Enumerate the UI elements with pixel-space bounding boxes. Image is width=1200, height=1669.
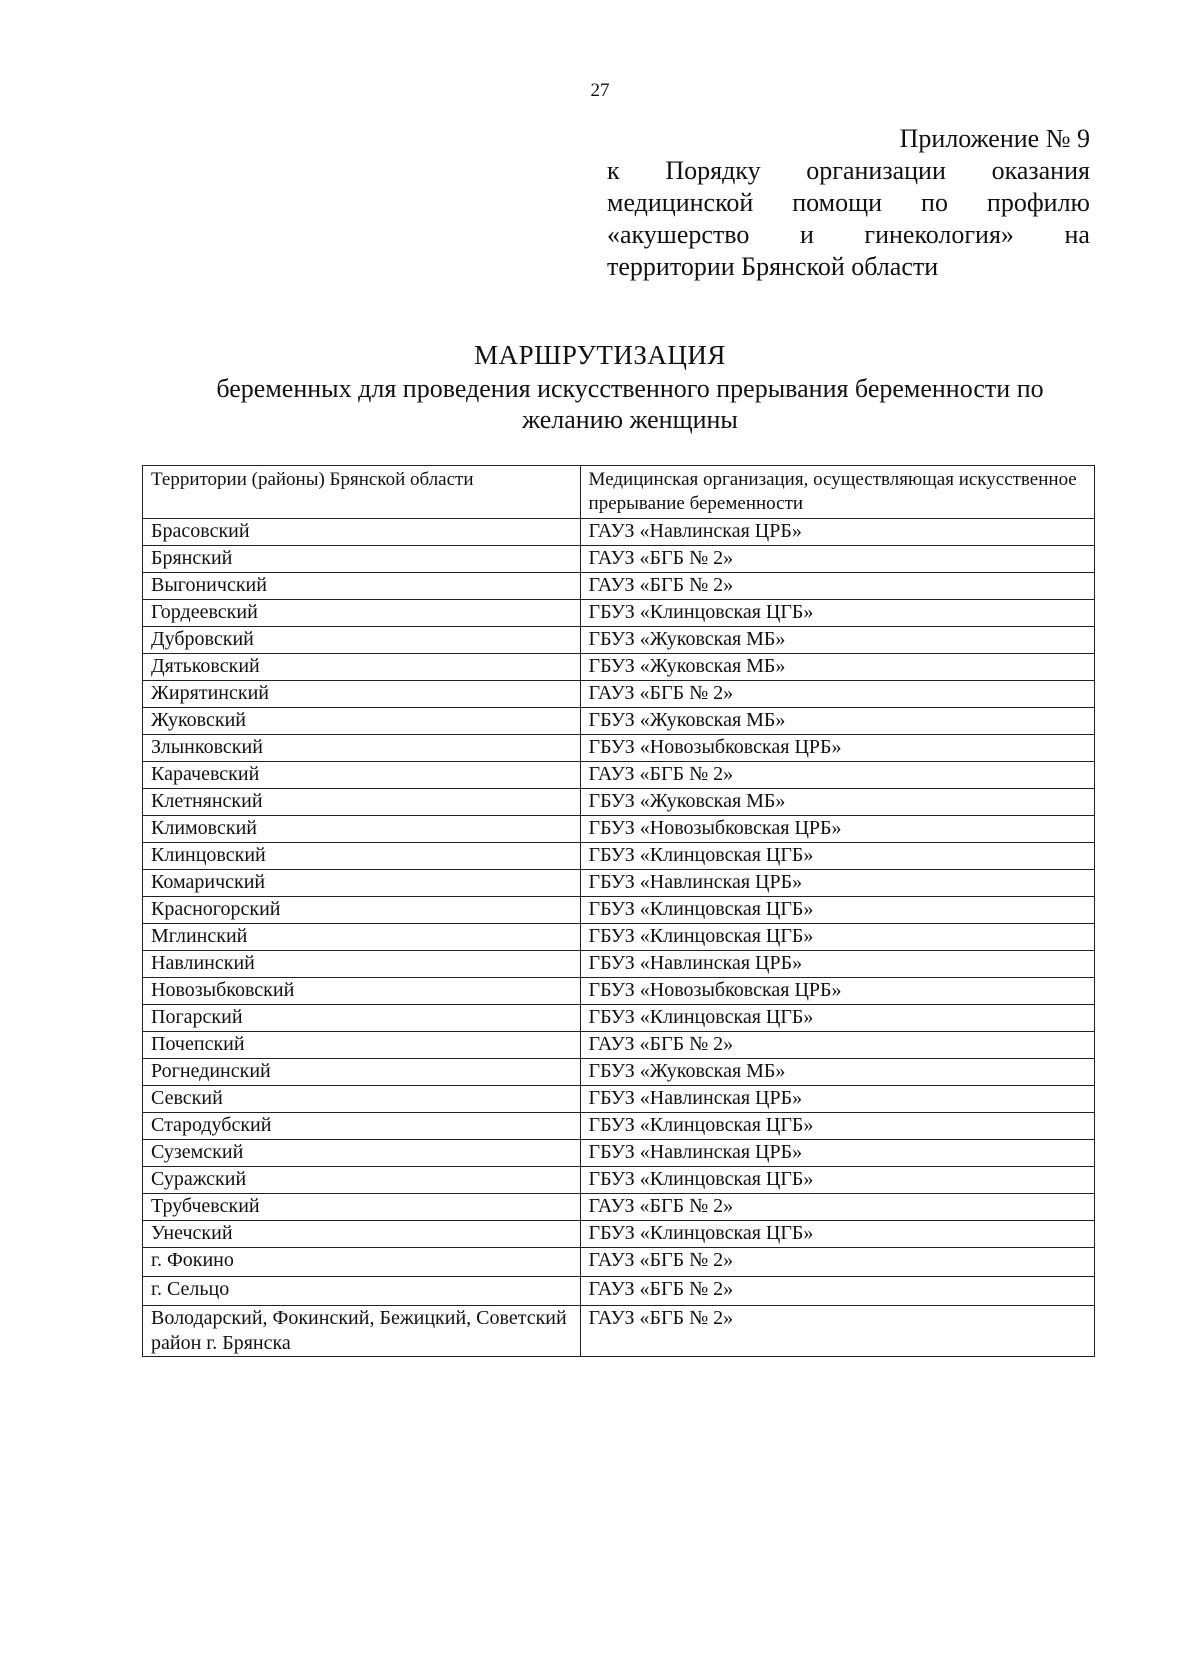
cell-territory: Клинцовский <box>143 843 581 870</box>
cell-territory: г. Фокино <box>143 1248 581 1277</box>
appendix-word: Порядку <box>665 156 761 185</box>
cell-territory: Злынковский <box>143 735 581 762</box>
cell-organization: ГБУЗ «Навлинская ЦРБ» <box>580 1086 1094 1113</box>
cell-territory: г. Сельцо <box>143 1277 581 1306</box>
table-row <box>143 1306 1095 1357</box>
appendix-line-2 <box>607 187 1090 219</box>
cell-organization: ГАУЗ «БГБ № 2» <box>580 1248 1094 1277</box>
cell-organization: ГАУЗ «БГБ № 2» <box>580 762 1094 789</box>
cell-organization: ГБУЗ «Клинцовская ЦГБ» <box>580 924 1094 951</box>
cell-territory: Трубчевский <box>143 1194 581 1221</box>
cell-territory: Карачевский <box>143 762 581 789</box>
appendix-block <box>607 123 1090 283</box>
table-row <box>143 627 1095 654</box>
table-row <box>143 1221 1095 1248</box>
table-row <box>143 1113 1095 1140</box>
cell-organization: ГАУЗ «Навлинская ЦРБ» <box>580 519 1094 546</box>
appendix-word: профилю <box>986 188 1090 217</box>
table-row <box>143 924 1095 951</box>
cell-organization: ГАУЗ «БГБ № 2» <box>580 1194 1094 1221</box>
cell-organization: ГБУЗ «Новозыбковская ЦРБ» <box>580 978 1094 1005</box>
appendix-word: медицинской <box>607 188 754 217</box>
table-row <box>143 762 1095 789</box>
cell-organization: ГБУЗ «Клинцовская ЦГБ» <box>580 897 1094 924</box>
cell-organization: ГАУЗ «БГБ № 2» <box>580 1277 1094 1306</box>
cell-organization: ГБУЗ «Жуковская МБ» <box>580 789 1094 816</box>
appendix-word: «акушерство <box>607 220 750 249</box>
cell-territory: Клетнянский <box>143 789 581 816</box>
cell-territory: Почепский <box>143 1032 581 1059</box>
cell-territory: Жирятинский <box>143 681 581 708</box>
cell-territory: Суражский <box>143 1167 581 1194</box>
table-row <box>143 1059 1095 1086</box>
table-row <box>143 1005 1095 1032</box>
cell-organization: ГБУЗ «Клинцовская ЦГБ» <box>580 843 1094 870</box>
table-row <box>143 951 1095 978</box>
table-row <box>143 519 1095 546</box>
table-row <box>143 1194 1095 1221</box>
appendix-word: оказания <box>991 156 1090 185</box>
cell-territory: Мглинский <box>143 924 581 951</box>
cell-territory: Жуковский <box>143 708 581 735</box>
cell-territory: Севский <box>143 1086 581 1113</box>
table-row <box>143 1167 1095 1194</box>
appendix-line-4: территории Брянской области <box>607 252 939 281</box>
table-row <box>143 789 1095 816</box>
cell-territory: Рогнединский <box>143 1059 581 1086</box>
cell-organization: ГБУЗ «Клинцовская ЦГБ» <box>580 1221 1094 1248</box>
cell-territory: Красногорский <box>143 897 581 924</box>
cell-organization: ГБУЗ «Новозыбковская ЦРБ» <box>580 735 1094 762</box>
table-row <box>143 843 1095 870</box>
table-row <box>143 654 1095 681</box>
cell-territory: Дятьковский <box>143 654 581 681</box>
cell-organization: ГБУЗ «Навлинская ЦРБ» <box>580 870 1094 897</box>
table-row <box>143 708 1095 735</box>
table-row <box>143 816 1095 843</box>
table-header-row <box>143 466 1095 519</box>
cell-organization: ГБУЗ «Новозыбковская ЦРБ» <box>580 816 1094 843</box>
table-row <box>143 1277 1095 1306</box>
cell-territory: Гордеевский <box>143 600 581 627</box>
cell-organization: ГБУЗ «Жуковская МБ» <box>580 1059 1094 1086</box>
appendix-word: и <box>799 220 814 249</box>
table-body <box>143 519 1095 1357</box>
cell-organization: ГБУЗ «Клинцовская ЦГБ» <box>580 600 1094 627</box>
table-row <box>143 978 1095 1005</box>
cell-organization: ГБУЗ «Жуковская МБ» <box>580 708 1094 735</box>
appendix-word: на <box>1064 220 1090 249</box>
page-number: 27 <box>590 80 610 101</box>
appendix-title: Приложение № 9 <box>899 124 1090 153</box>
cell-organization: ГБУЗ «Клинцовская ЦГБ» <box>580 1113 1094 1140</box>
cell-organization: ГБУЗ «Жуковская МБ» <box>580 627 1094 654</box>
appendix-word: по <box>921 188 948 217</box>
cell-organization: ГАУЗ «БГБ № 2» <box>580 573 1094 600</box>
appendix-line-3 <box>607 219 1090 251</box>
cell-organization: ГБУЗ «Клинцовская ЦГБ» <box>580 1167 1094 1194</box>
cell-organization: ГБУЗ «Жуковская МБ» <box>580 654 1094 681</box>
appendix-line-1 <box>607 155 1090 187</box>
header-territory: Территории (районы) Брянской области <box>143 466 581 519</box>
cell-territory: Выгоничский <box>143 573 581 600</box>
header-organization: Медицинская организация, осуществляющая искусственное прерывание беременности <box>580 466 1094 519</box>
table-row <box>143 897 1095 924</box>
cell-organization: ГБУЗ «Навлинская ЦРБ» <box>580 1140 1094 1167</box>
table-row <box>143 870 1095 897</box>
table-row <box>143 735 1095 762</box>
cell-organization: ГБУЗ «Навлинская ЦРБ» <box>580 951 1094 978</box>
cell-territory: Навлинский <box>143 951 581 978</box>
table-row <box>143 1086 1095 1113</box>
cell-organization: ГАУЗ «БГБ № 2» <box>580 546 1094 573</box>
appendix-word: организации <box>806 156 946 185</box>
table-row <box>143 546 1095 573</box>
cell-territory: Суземский <box>143 1140 581 1167</box>
table-row <box>143 1140 1095 1167</box>
cell-territory: Володарский, Фокинский, Бежицкий, Советский район г. Брянска <box>143 1306 581 1357</box>
cell-organization: ГБУЗ «Клинцовская ЦГБ» <box>580 1005 1094 1032</box>
cell-territory: Климовский <box>143 816 581 843</box>
table-row <box>143 1032 1095 1059</box>
cell-territory: Стародубский <box>143 1113 581 1140</box>
cell-territory: Брянский <box>143 546 581 573</box>
table-row <box>143 681 1095 708</box>
cell-territory: Погарский <box>143 1005 581 1032</box>
cell-organization: ГАУЗ «БГБ № 2» <box>580 681 1094 708</box>
table-row <box>143 600 1095 627</box>
cell-organization: ГАУЗ «БГБ № 2» <box>580 1032 1094 1059</box>
routing-table <box>142 465 1095 1357</box>
table-row <box>143 1248 1095 1277</box>
appendix-word: к <box>607 156 620 185</box>
document-title: МАРШРУТИЗАЦИЯ <box>474 340 726 370</box>
cell-territory: Комаричский <box>143 870 581 897</box>
appendix-word: гинекология» <box>864 220 1014 249</box>
cell-territory: Унечский <box>143 1221 581 1248</box>
document-subtitle: беременных для проведения искусственного прерывания беременности по желанию женщины <box>216 374 1044 434</box>
cell-territory: Новозыбковский <box>143 978 581 1005</box>
cell-territory: Дубровский <box>143 627 581 654</box>
cell-organization: ГАУЗ «БГБ № 2» <box>580 1306 1094 1357</box>
appendix-word: помощи <box>792 188 883 217</box>
cell-territory: Брасовский <box>143 519 581 546</box>
table-row <box>143 573 1095 600</box>
